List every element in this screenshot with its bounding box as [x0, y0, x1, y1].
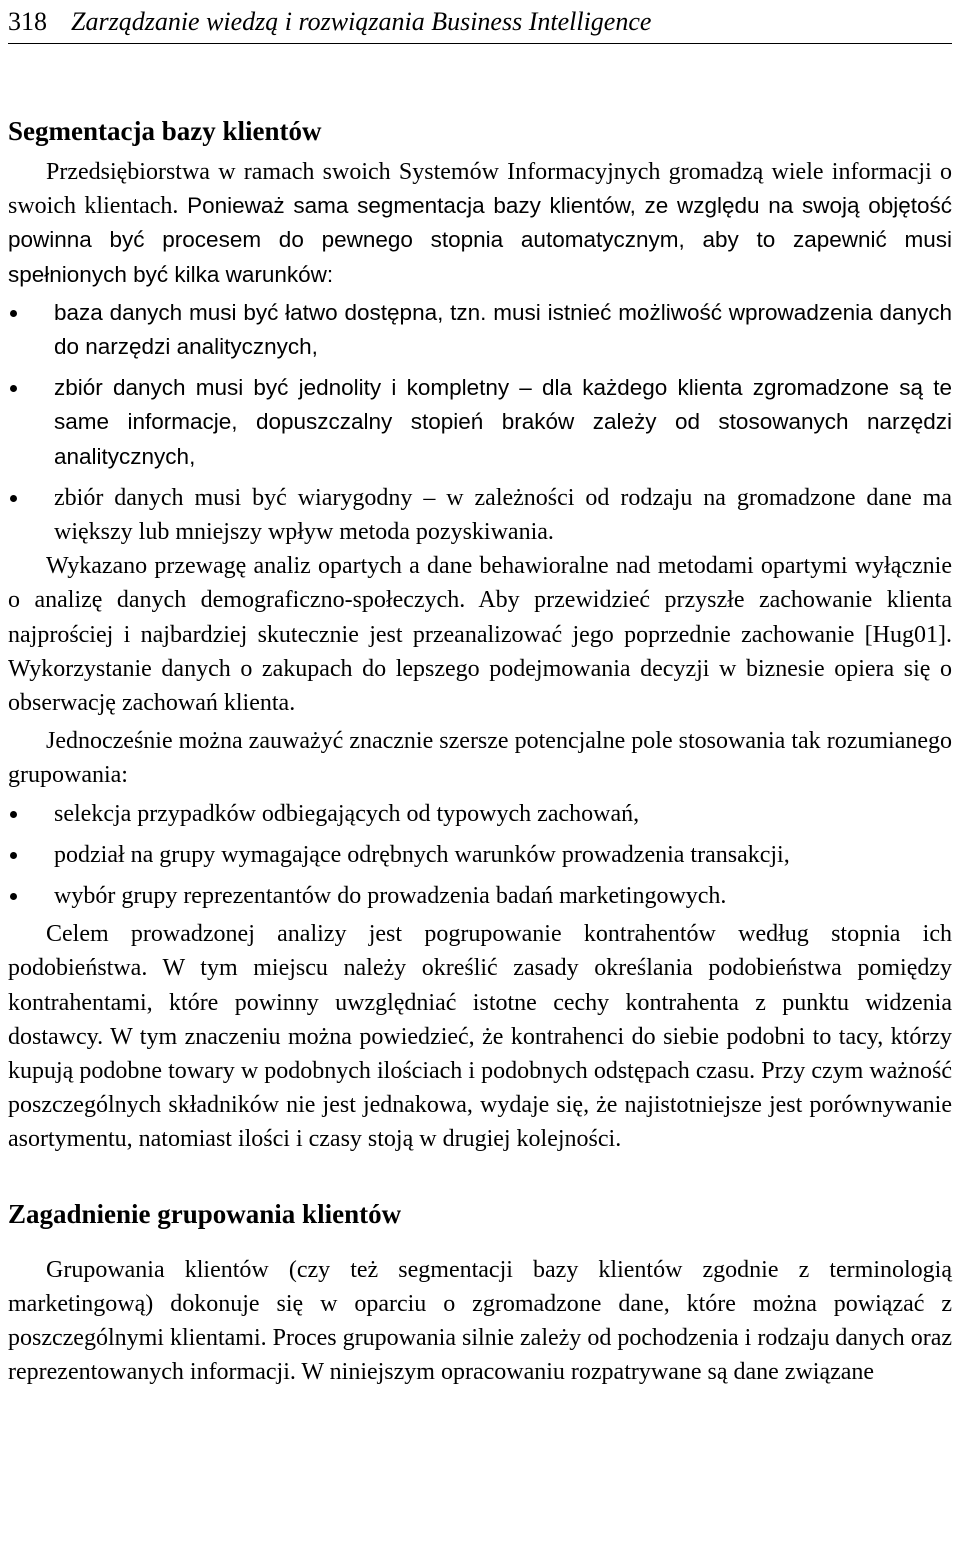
list-item: [8, 371, 952, 474]
intro-sans-text: Ponieważ sama segmentacja bazy klientów, ze względu na swoją objętość powinna być procesem do pewnego stopnia automatycznym, aby to zapewnić musi spełnionych być kilka warunków:: [8, 193, 952, 287]
paragraph-goal: Celem prowadzonej analizy jest pogrupowanie kontrahentów według stopnia ich podobieństwa. W tym miejscu należy określić zasady określania podobieństwa pomiędzy kontrahentami, które powinny uwzględniać istotne cechy kontrahenta z punktu widzenia dostawcy. W tym znaczeniu można powiedzieć, że kontrahenci do siebie podobni to tacy, którzy kupują podobne towary w podobnych ilościach i podobnych odstępach czasu. Przy czym ważność poszczególnych składników nie jest jednakowa, wydaje się, że najistotniejsze jest porównywanie asortymentu, natomiast ilości i czasy stoją w drugiej kolejności.: [8, 921, 952, 1153]
running-header: [8, 0, 952, 44]
paragraph-intro: [8, 155, 952, 292]
paragraph-uses: Jednocześnie można zauważyć znacznie szersze potencjalne pole stosowania tak rozumianego grupowania:: [8, 728, 952, 789]
document-page: [8, 0, 952, 1390]
paragraph-grouping: Grupowania klientów (czy też segmentacji bazy klientów zgodnie z terminologią marketingową) dokonuje się w oparciu o zgromadzone dane, które można powiązać z poszczególnymi klientami. Proces grupowania silnie zależy od pochodzenia i rodzaju danych oraz reprezentowanych informacji. W niniejszym opracowaniu rozpatrywane są dane związane: [8, 1256, 952, 1386]
intro-serif-text: Przedsiębiorstwa w ramach swoich Systemów Informacyjnych gromadzą wiele informacji o swoich klientach.: [8, 159, 952, 220]
list-item-text: podział na grupy wymagające odrębnych warunków prowadzenia transakcji,: [54, 841, 790, 868]
list-item: [8, 879, 952, 913]
list-item-text: selekcja przypadków odbiegających od typowych zachowań,: [54, 800, 640, 827]
bullet-icon: [10, 893, 17, 900]
list-item: [8, 838, 952, 872]
page-number: 318: [8, 6, 47, 36]
list-item: [8, 296, 952, 364]
list-item-serif-text: zbiór danych musi być wiarygodny – w zależności od rodzaju na gromadzone dane ma większy lub mniejszy wpływ metoda pozyskiwania.: [54, 484, 952, 546]
bullet-icon: [10, 495, 17, 502]
section-heading-segmentation: Segmentacja bazy klientów: [8, 116, 322, 146]
list-item: [8, 797, 952, 831]
section-heading-grouping: Zagadnienie grupowania klientów: [8, 1198, 402, 1229]
paragraph-behavior: Wykazano przewagę analiz opartych a dane behawioralne nad metodami opartymi wyłącznie o analizę danych demograficzno-społeczych. Aby przewidzieć przyszłe zachowanie klienta najprościej i najbardziej skutecznie jest przeanalizować jego poprzednie zachowanie [Hug01]. Wykorzystanie danych o zakupach do lepszego podejmowania decyzji w biznesie opiera się o obserwację zachowań klienta.: [8, 553, 952, 717]
conditions-list: [8, 296, 952, 549]
list-item-sans-text: baza danych musi być łatwo dostępna, tzn. musi istnieć możliwość wprowadzenia danych do narzędzi analitycznych,: [54, 299, 952, 360]
list-item: [8, 481, 952, 549]
running-title: Zarządzanie wiedzą i rozwiązania Business Intelligence: [71, 6, 652, 36]
bullet-icon: [10, 811, 17, 818]
bullet-icon: [10, 852, 17, 859]
bullet-icon: [10, 385, 17, 392]
bullet-icon: [10, 310, 17, 317]
list-item-text: wybór grupy reprezentantów do prowadzenia badań marketingowych.: [54, 883, 727, 910]
uses-list: [8, 797, 952, 914]
list-item-sans-text: zbiór danych musi być jednolity i kompletny – dla każdego klienta zgromadzone są te same informacje, dopuszczalny stopień braków zależy od stosowanych narzędzi analitycznych,: [54, 375, 952, 469]
